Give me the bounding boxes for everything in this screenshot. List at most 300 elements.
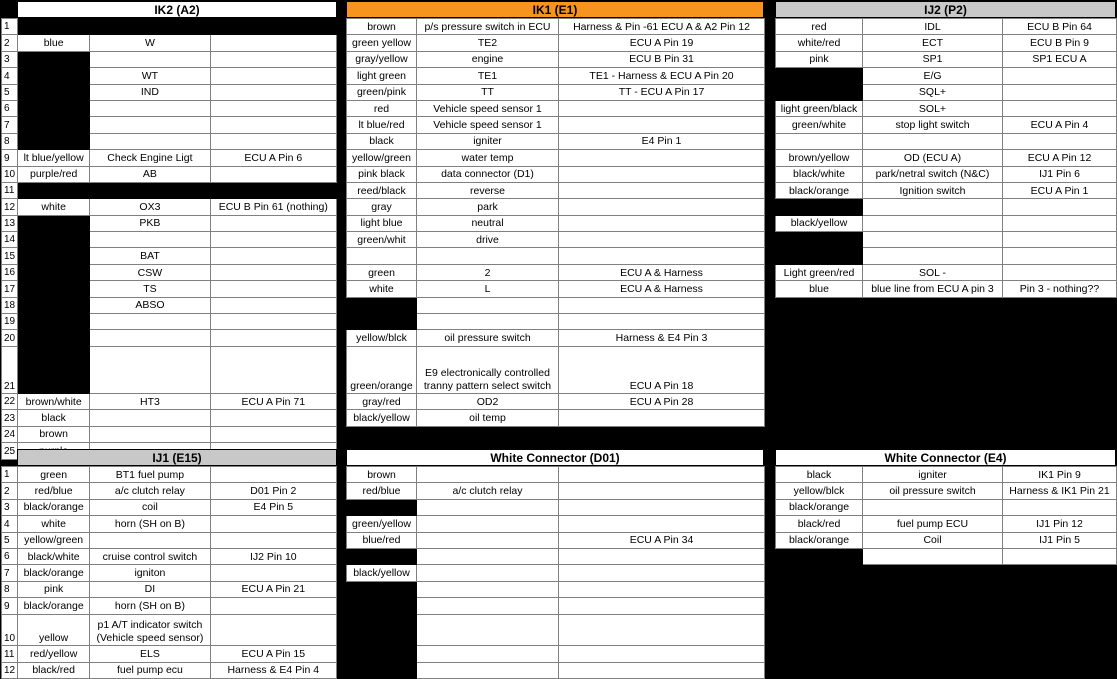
ik1-cell (559, 100, 765, 116)
ik1-cell (559, 248, 765, 264)
e4-cell (863, 499, 1003, 515)
ik2-cell (210, 215, 336, 231)
ik1-cell (417, 297, 559, 313)
ik1-cell: park (417, 199, 559, 215)
ik1-cell: drive (417, 232, 559, 248)
ik2-cell (210, 346, 336, 393)
ij2-cell (1003, 264, 1117, 280)
ij1-row-number: 7 (2, 565, 18, 581)
ik2-cell (210, 100, 336, 116)
ik2-cell (18, 232, 90, 248)
ij2-cell (1003, 68, 1117, 84)
ij2-cell (776, 68, 863, 84)
ik2-cell: W (90, 35, 210, 51)
ik2-row-number: 21 (2, 346, 18, 393)
d01-cell (417, 467, 559, 483)
ik2-row-number: 15 (2, 248, 18, 264)
ik1-row (347, 410, 765, 426)
e4-cell: IK1 Pin 9 (1003, 467, 1117, 483)
ik2-cell: purple/red (18, 166, 90, 182)
ik1-cell (559, 182, 765, 198)
ik1-cell: pink black (347, 166, 417, 182)
ik1-cell: reverse (417, 182, 559, 198)
ij1-row-number: 8 (2, 581, 18, 597)
ik2-row (2, 19, 337, 35)
ij1-row-number: 3 (2, 499, 18, 515)
ik2-cell (18, 248, 90, 264)
ik1-cell: gray/yellow (347, 51, 417, 67)
ij2-cell: OD (ECU A) (863, 150, 1003, 166)
d01-cell: ECU A Pin 34 (559, 532, 765, 548)
d01-cell (559, 565, 765, 581)
e4-row (776, 483, 1117, 499)
ik2-cell (90, 410, 210, 426)
ik2-cell (210, 248, 336, 264)
ik2-cell (18, 264, 90, 280)
ik2-cell: AB (90, 166, 210, 182)
ik2-row-number: 23 (2, 410, 18, 426)
ik1-cell (417, 248, 559, 264)
ij1-cell: yellow (18, 614, 90, 646)
ik2-cell (210, 51, 336, 67)
ik2-cell (18, 51, 90, 67)
ik1-cell (559, 410, 765, 426)
ik2-cell (210, 68, 336, 84)
ik1-cell: E4 Pin 1 (559, 133, 765, 149)
ik2-row-number: 4 (2, 68, 18, 84)
ij1-cell: horn (SH on B) (90, 516, 210, 532)
ik2-cell: black (18, 410, 90, 426)
d01-cell (417, 646, 559, 662)
ik2-row (2, 117, 337, 133)
ik2-row-number: 9 (2, 150, 18, 166)
ik1-cell: OD2 (417, 394, 559, 410)
ik2-row (2, 100, 337, 116)
d01-row (347, 516, 765, 532)
ij2-cell: E/G (863, 68, 1003, 84)
ij1-cell (210, 467, 336, 483)
ij2-cell (776, 133, 863, 149)
ik2-cell (90, 182, 210, 198)
ik1-row (347, 330, 765, 346)
ik2-cell: WT (90, 68, 210, 84)
d01-header: White Connector (D01) (346, 449, 764, 466)
ij2-cell: blue (776, 281, 863, 297)
ik1-cell: brown (347, 19, 417, 35)
ij1-row (2, 483, 337, 499)
ik1-cell: oil temp (417, 410, 559, 426)
e4-cell: IJ1 Pin 5 (1003, 532, 1117, 548)
ik1-cell (559, 199, 765, 215)
ik1-row (347, 133, 765, 149)
ij1-cell: black/orange (18, 598, 90, 614)
ik2-cell (210, 84, 336, 100)
ij1-cell: ECU A Pin 15 (210, 646, 336, 662)
ik2-cell (18, 68, 90, 84)
ik1-cell (417, 314, 559, 330)
ij1-cell (210, 598, 336, 614)
ik1-cell: green/whit (347, 232, 417, 248)
ij2-cell: ECU B Pin 64 (1003, 19, 1117, 35)
ik2-row (2, 51, 337, 67)
d01-cell (559, 614, 765, 646)
ik1-cell (559, 314, 765, 330)
ik1-cell: 2 (417, 264, 559, 280)
ij1-row (2, 646, 337, 662)
ik1-cell: data connector (D1) (417, 166, 559, 182)
e4-cell: fuel pump ECU (863, 516, 1003, 532)
d01-table (346, 466, 765, 679)
ik2-cell: ECU A Pin 71 (210, 394, 336, 410)
ik2-cell (90, 314, 210, 330)
ij1-cell: IJ2 Pin 10 (210, 548, 336, 564)
ij2-cell: IJ1 Pin 6 (1003, 166, 1117, 182)
ij1-row-number: 4 (2, 516, 18, 532)
ik2-cell (210, 297, 336, 313)
e4-row (776, 499, 1117, 515)
ik1-cell: oil pressure switch (417, 330, 559, 346)
ij1-cell: DI (90, 581, 210, 597)
ij2-cell (863, 232, 1003, 248)
ik1-row (347, 248, 765, 264)
ij2-cell (776, 199, 863, 215)
ik1-cell: red (347, 100, 417, 116)
ij1-row-number: 11 (2, 646, 18, 662)
ik1-row (347, 346, 765, 393)
ij1-cell (210, 516, 336, 532)
ij2-cell (863, 133, 1003, 149)
d01-cell (559, 662, 765, 678)
ij1-row (2, 532, 337, 548)
ij1-row-number: 6 (2, 548, 18, 564)
ij1-row-number: 10 (2, 614, 18, 646)
ik2-cell (210, 410, 336, 426)
ik1-row (347, 182, 765, 198)
ij2-cell: light green/black (776, 100, 863, 116)
ik1-cell: light blue (347, 215, 417, 231)
ik2-row (2, 166, 337, 182)
ik1-cell: TT - ECU A Pin 17 (559, 84, 765, 100)
d01-cell (559, 467, 765, 483)
ij1-cell: ELS (90, 646, 210, 662)
ij1-cell: E4 Pin 5 (210, 499, 336, 515)
ij2-cell (863, 215, 1003, 231)
ij2-cell: park/netral switch (N&C) (863, 166, 1003, 182)
ik2-cell (90, 51, 210, 67)
ij2-row (776, 232, 1117, 248)
e4-row (776, 548, 1117, 564)
ik1-row (347, 215, 765, 231)
ik2-row-number: 7 (2, 117, 18, 133)
ij1-table (1, 466, 337, 679)
ik2-cell (210, 166, 336, 182)
ik2-cell: lt blue/yellow (18, 150, 90, 166)
d01-cell (347, 662, 417, 678)
ij2-cell: black/white (776, 166, 863, 182)
ik1-cell: L (417, 281, 559, 297)
ij2-cell: ECU A Pin 12 (1003, 150, 1117, 166)
ij2-cell (776, 232, 863, 248)
ik1-cell: gray/red (347, 394, 417, 410)
ik1-cell: black (347, 133, 417, 149)
d01-cell (347, 646, 417, 662)
ik2-cell (18, 182, 90, 198)
ij1-row (2, 565, 337, 581)
ik1-cell (559, 297, 765, 313)
ik1-row (347, 314, 765, 330)
ij1-row (2, 467, 337, 483)
ij2-row (776, 68, 1117, 84)
ik2-cell: HT3 (90, 394, 210, 410)
ij2-cell (1003, 133, 1117, 149)
ik2-cell (18, 84, 90, 100)
ij1-row (2, 548, 337, 564)
ik2-row (2, 215, 337, 231)
ik2-row-number: 18 (2, 297, 18, 313)
ik2-cell (210, 426, 336, 442)
ik1-cell: green yellow (347, 35, 417, 51)
ik1-cell: water temp (417, 150, 559, 166)
ik2-row (2, 232, 337, 248)
ik1-cell: reed/black (347, 182, 417, 198)
ij1-row (2, 614, 337, 646)
d01-cell (417, 581, 559, 597)
ij2-cell: Ignition switch (863, 182, 1003, 198)
ik2-row (2, 330, 337, 346)
d01-cell (559, 499, 765, 515)
ik2-cell: BAT (90, 248, 210, 264)
ik1-cell: engine (417, 51, 559, 67)
ik1-row (347, 297, 765, 313)
d01-row (347, 581, 765, 597)
ik2-table (1, 18, 337, 460)
d01-cell (417, 499, 559, 515)
ik2-row-number: 25 (2, 443, 18, 459)
ik1-cell: neutral (417, 215, 559, 231)
ik1-cell (347, 297, 417, 313)
ik2-cell: TS (90, 281, 210, 297)
ik2-cell (18, 117, 90, 133)
ik1-cell: green/pink (347, 84, 417, 100)
d01-row (347, 662, 765, 678)
ik2-row-number: 12 (2, 199, 18, 215)
ik2-row-number: 17 (2, 281, 18, 297)
ij2-cell (776, 248, 863, 264)
e4-cell (776, 548, 863, 564)
d01-row (347, 548, 765, 564)
ik1-cell: black/yellow (347, 410, 417, 426)
ik1-cell: white (347, 281, 417, 297)
ik2-row (2, 133, 337, 149)
ij1-row-number: 12 (2, 662, 18, 678)
ik1-cell: ECU A Pin 28 (559, 394, 765, 410)
ij2-row (776, 117, 1117, 133)
ik2-cell: blue (18, 35, 90, 51)
ij2-cell: ECT (863, 35, 1003, 51)
ik2-row (2, 84, 337, 100)
ik1-cell: ECU A Pin 18 (559, 346, 765, 393)
ij2-cell (1003, 248, 1117, 264)
e4-header: White Connector (E4) (775, 449, 1116, 466)
ik1-row (347, 166, 765, 182)
d01-cell: black/yellow (347, 565, 417, 581)
ik1-cell: igniter (417, 133, 559, 149)
ik2-row-number: 8 (2, 133, 18, 149)
ik1-cell: Harness & Pin -61 ECU A & A2 Pin 12 (559, 19, 765, 35)
ik2-row (2, 297, 337, 313)
ik1-cell: green/orange (347, 346, 417, 393)
ij2-row (776, 166, 1117, 182)
e4-cell: black/orange (776, 532, 863, 548)
ik1-cell (559, 117, 765, 133)
ik2-cell: brown/white (18, 394, 90, 410)
ik1-row (347, 100, 765, 116)
ik2-row (2, 426, 337, 442)
ij2-cell: brown/yellow (776, 150, 863, 166)
ij1-cell: green (18, 467, 90, 483)
ik1-cell (347, 314, 417, 330)
e4-row (776, 532, 1117, 548)
ij2-row (776, 264, 1117, 280)
d01-row (347, 614, 765, 646)
d01-cell (559, 548, 765, 564)
e4-cell (863, 548, 1003, 564)
e4-row (776, 467, 1117, 483)
ik1-cell: gray (347, 199, 417, 215)
ik2-cell (90, 346, 210, 393)
ik2-row-number: 3 (2, 51, 18, 67)
ik2-cell (18, 346, 90, 393)
ik2-row-number: 5 (2, 84, 18, 100)
ik2-cell (90, 133, 210, 149)
ij1-row (2, 499, 337, 515)
e4-cell: Harness & IK1 Pin 21 (1003, 483, 1117, 499)
ik2-cell (90, 426, 210, 442)
d01-cell (417, 532, 559, 548)
d01-row (347, 532, 765, 548)
ik2-header: IK2 (A2) (17, 1, 337, 18)
d01-cell (417, 548, 559, 564)
ik2-row (2, 264, 337, 280)
ij2-cell: black/yellow (776, 215, 863, 231)
ik2-row-number: 20 (2, 330, 18, 346)
ik1-cell: p/s pressure switch in ECU (417, 19, 559, 35)
d01-cell (559, 581, 765, 597)
ik1-cell: Vehicle speed sensor 1 (417, 117, 559, 133)
ik2-row (2, 346, 337, 393)
ij2-row (776, 182, 1117, 198)
ij2-cell: blue line from ECU A pin 3 (863, 281, 1003, 297)
ij2-cell: SQL+ (863, 84, 1003, 100)
ik1-cell: TT (417, 84, 559, 100)
ik2-row-number: 24 (2, 426, 18, 442)
ij2-cell: white/red (776, 35, 863, 51)
d01-row (347, 598, 765, 614)
ik1-cell: ECU A & Harness (559, 281, 765, 297)
ij2-cell: ECU B Pin 9 (1003, 35, 1117, 51)
ik1-cell: ECU A & Harness (559, 264, 765, 280)
ij2-cell: SP1 (863, 51, 1003, 67)
ij1-row (2, 516, 337, 532)
ik1-cell (559, 232, 765, 248)
ik1-row (347, 51, 765, 67)
ij2-cell: red (776, 19, 863, 35)
ij2-row (776, 215, 1117, 231)
ik2-cell (210, 232, 336, 248)
ik2-cell (18, 330, 90, 346)
ik2-row (2, 35, 337, 51)
ik2-cell (18, 133, 90, 149)
ij1-cell (210, 532, 336, 548)
ik2-cell: ECU B Pin 61 (nothing) (210, 199, 336, 215)
ik2-cell (18, 19, 90, 35)
ik2-row (2, 394, 337, 410)
ik2-cell: IND (90, 84, 210, 100)
ij2-row (776, 281, 1117, 297)
ik2-row (2, 314, 337, 330)
ik1-row (347, 394, 765, 410)
e4-cell: black (776, 467, 863, 483)
ik2-cell (18, 314, 90, 330)
d01-cell: brown (347, 467, 417, 483)
ik2-cell (210, 19, 336, 35)
ik2-cell (18, 100, 90, 116)
ij2-row (776, 51, 1117, 67)
ik1-row (347, 232, 765, 248)
e4-cell: oil pressure switch (863, 483, 1003, 499)
ik2-cell (210, 117, 336, 133)
ij1-cell: coil (90, 499, 210, 515)
d01-cell: blue/red (347, 532, 417, 548)
ik2-cell (90, 330, 210, 346)
ij1-cell: red/yellow (18, 646, 90, 662)
d01-cell (347, 581, 417, 597)
d01-row (347, 646, 765, 662)
ik2-cell (210, 35, 336, 51)
d01-cell (417, 614, 559, 646)
ik1-cell: TE1 (417, 68, 559, 84)
ik1-cell (559, 150, 765, 166)
ij1-cell: D01 Pin 2 (210, 483, 336, 499)
ij1-cell: fuel pump ecu (90, 662, 210, 678)
ij1-cell: black/white (18, 548, 90, 564)
d01-row (347, 483, 765, 499)
ik2-cell: white (18, 199, 90, 215)
ik2-row-number: 1 (2, 19, 18, 35)
ij1-cell: igniton (90, 565, 210, 581)
ij2-cell: green/white (776, 117, 863, 133)
ik1-row (347, 199, 765, 215)
ik2-cell (210, 182, 336, 198)
ik1-cell (559, 166, 765, 182)
ij1-cell: yellow/green (18, 532, 90, 548)
ij2-cell: black/orange (776, 182, 863, 198)
d01-cell (417, 598, 559, 614)
ij2-cell: ECU A Pin 4 (1003, 117, 1117, 133)
ij1-row-number: 1 (2, 467, 18, 483)
ik2-cell: PKB (90, 215, 210, 231)
d01-cell (347, 598, 417, 614)
ij1-header: IJ1 (E15) (17, 449, 337, 466)
d01-cell (347, 499, 417, 515)
ik2-cell (90, 19, 210, 35)
ij2-row (776, 84, 1117, 100)
ik2-row-number: 13 (2, 215, 18, 231)
e4-cell: yellow/blck (776, 483, 863, 499)
ik1-row (347, 117, 765, 133)
ij1-cell: black/red (18, 662, 90, 678)
e4-table (775, 466, 1117, 565)
